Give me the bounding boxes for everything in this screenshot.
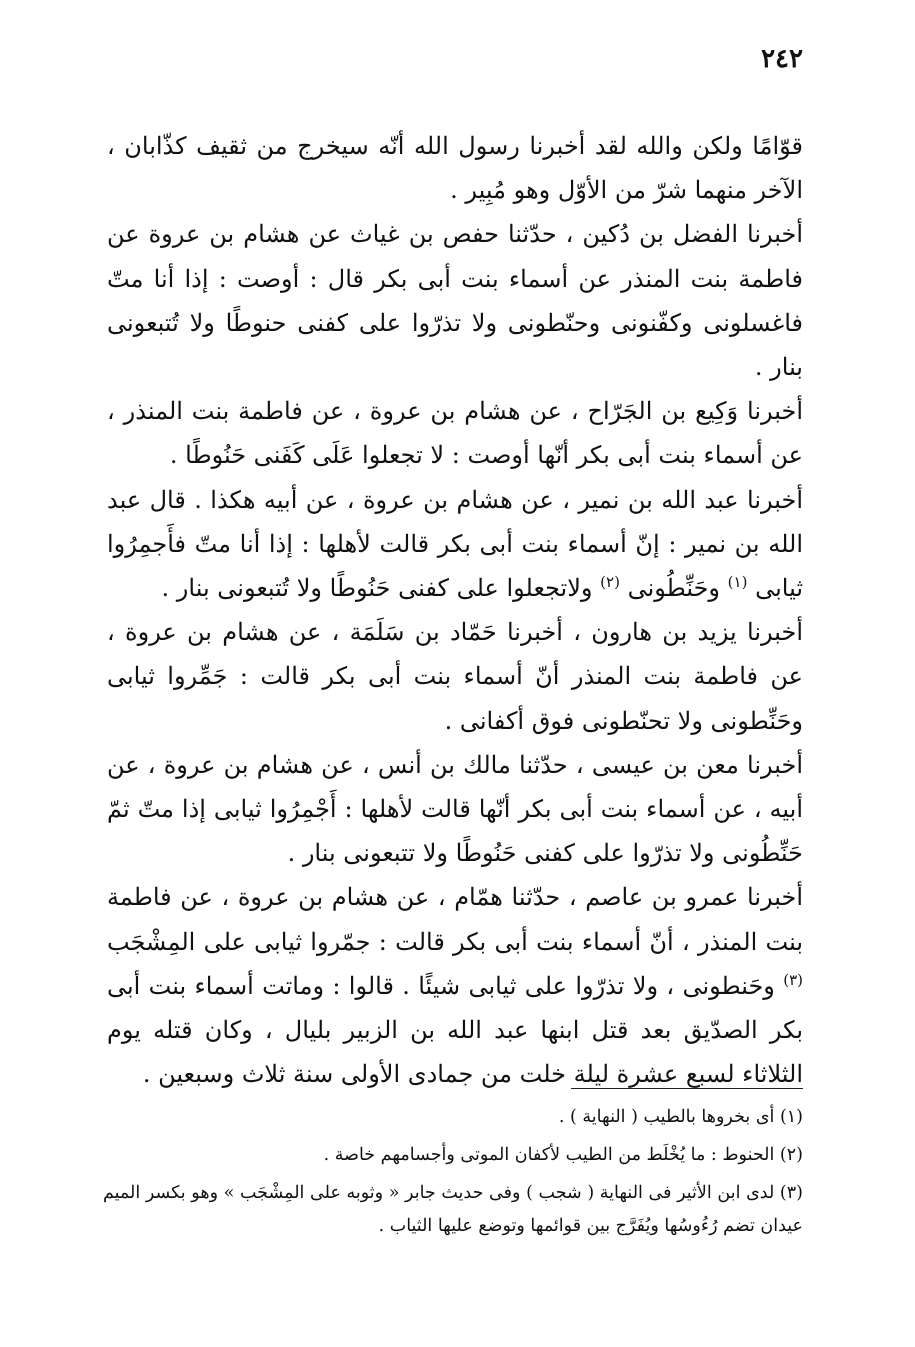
paragraph-4 bbox=[107, 478, 803, 611]
footnote-ref-2: (٢) bbox=[600, 573, 620, 592]
paragraph-4-part-c: ولاتجعلوا على كفنى حَنُوطًا ولا تُتبعونى بنار . bbox=[161, 574, 593, 603]
paragraph-4-part-a: أخبرنا عبد الله بن نمير ، عن هشام بن عروة ، عن أبيه هكذا . قال عبد الله بن نمير : إنّ أسماء بنت أبى بكر قالت لأهلها : إذا أنا متّ فأَجمِرُوا ثيابى bbox=[107, 485, 803, 603]
footnote-ref-1: (١) bbox=[727, 573, 748, 592]
paragraph-4-part-b: وحَنِّطُونى bbox=[627, 574, 721, 603]
footnote-2: (٢) الحنوط : ما يُخْلَط من الطيب لأكفان الموتى وأجسامهم خاصة . bbox=[323, 1145, 803, 1165]
footnote-1: (١) أى بخروها بالطيب ( النهاية ) . bbox=[558, 1107, 803, 1127]
paragraph-3: أخبرنا وَكِيع بن الجَرّاح ، عن هشام بن عروة ، عن فاطمة بنت المنذر ، عن أسماء بنت أبى بكر أنّها أوصت : لا تجعلوا عَلَى كَفَنى حَنُوطًا . bbox=[107, 397, 803, 470]
page-number: ٢٤٢ bbox=[761, 44, 803, 74]
paragraph-7 bbox=[107, 875, 803, 1096]
footnote-divider bbox=[571, 1088, 803, 1089]
paragraph-7-part-a: أخبرنا عمرو بن عاصم ، حدّثنا همّام ، عن هشام بن عروة ، عن فاطمة بنت المنذر ، أنّ أسماء بنت أبى بكر قالت : جمّروا ثيابى على المِشْجَب bbox=[107, 883, 803, 956]
paragraph-6: أخبرنا معن بن عيسى ، حدّثنا مالك بن أنس ، عن هشام بن عروة ، عن أبيه ، عن أسماء بنت أبى بكر أنّها قالت لأهلها : أَجْمِرُوا ثيابى إذا متّ ثمّ حَنِّطُونى ولا تذرّوا على كفنى حَنُوطًا ولا تتبعونى بنار . bbox=[107, 750, 803, 868]
paragraph-5: أخبرنا يزيد بن هارون ، أخبرنا حَمّاد بن سَلَمَة ، عن هشام بن عروة ، عن فاطمة بنت المنذر أنّ أسماء بنت أبى بكر قالت : جَمِّروا ثيابى وحَنِّطونى ولا تحنّطونى فوق أكفانى . bbox=[107, 618, 803, 735]
main-text bbox=[107, 124, 803, 1096]
paragraph-1: قوّامًا ولكن والله لقد أخبرنا رسول الله أنّه سيخرج من ثقيف كذّابان ، الآخر منهما شرّ من الأوّل وهو مُبِير . bbox=[107, 132, 803, 205]
footnote-ref-3: (٣) bbox=[783, 970, 803, 989]
paragraph-7-part-b: وحَنطونى ، ولا تذرّوا على ثيابى شيئًا . قالوا : وماتت أسماء بنت أبى بكر الصدّيق بعد قتل ابنها عبد الله بن الزبير بليال ، وكان قتله يوم الثلاثاء لسبع عشرة ليلة خلت من جمادى الأولى سنة ثلاث وسبعين . bbox=[107, 971, 803, 1089]
footnotes bbox=[103, 1098, 803, 1243]
footnote-3: (٣) لدى ابن الأثير فى النهاية ( شجب ) وفى حديث جابر « وثوبه على المِشْجَب » وهو بكسر الميم عيدان تضم رُءُوسُها ويُفَرَّج بين قوائمها وتوضع عليها الثياب . bbox=[103, 1183, 803, 1236]
paragraph-2: أخبرنا الفضل بن دُكين ، حدّثنا حفص بن غياث عن هشام بن عروة عن فاطمة بنت المنذر عن أسماء بنت أبى بكر قال : أوصت : إذا أنا متّ فاغسلونى وكفّنونى وحنّطونى ولا تذرّوا على كفنى حنوطًا ولا تُتبعونى بنار . bbox=[107, 220, 804, 382]
